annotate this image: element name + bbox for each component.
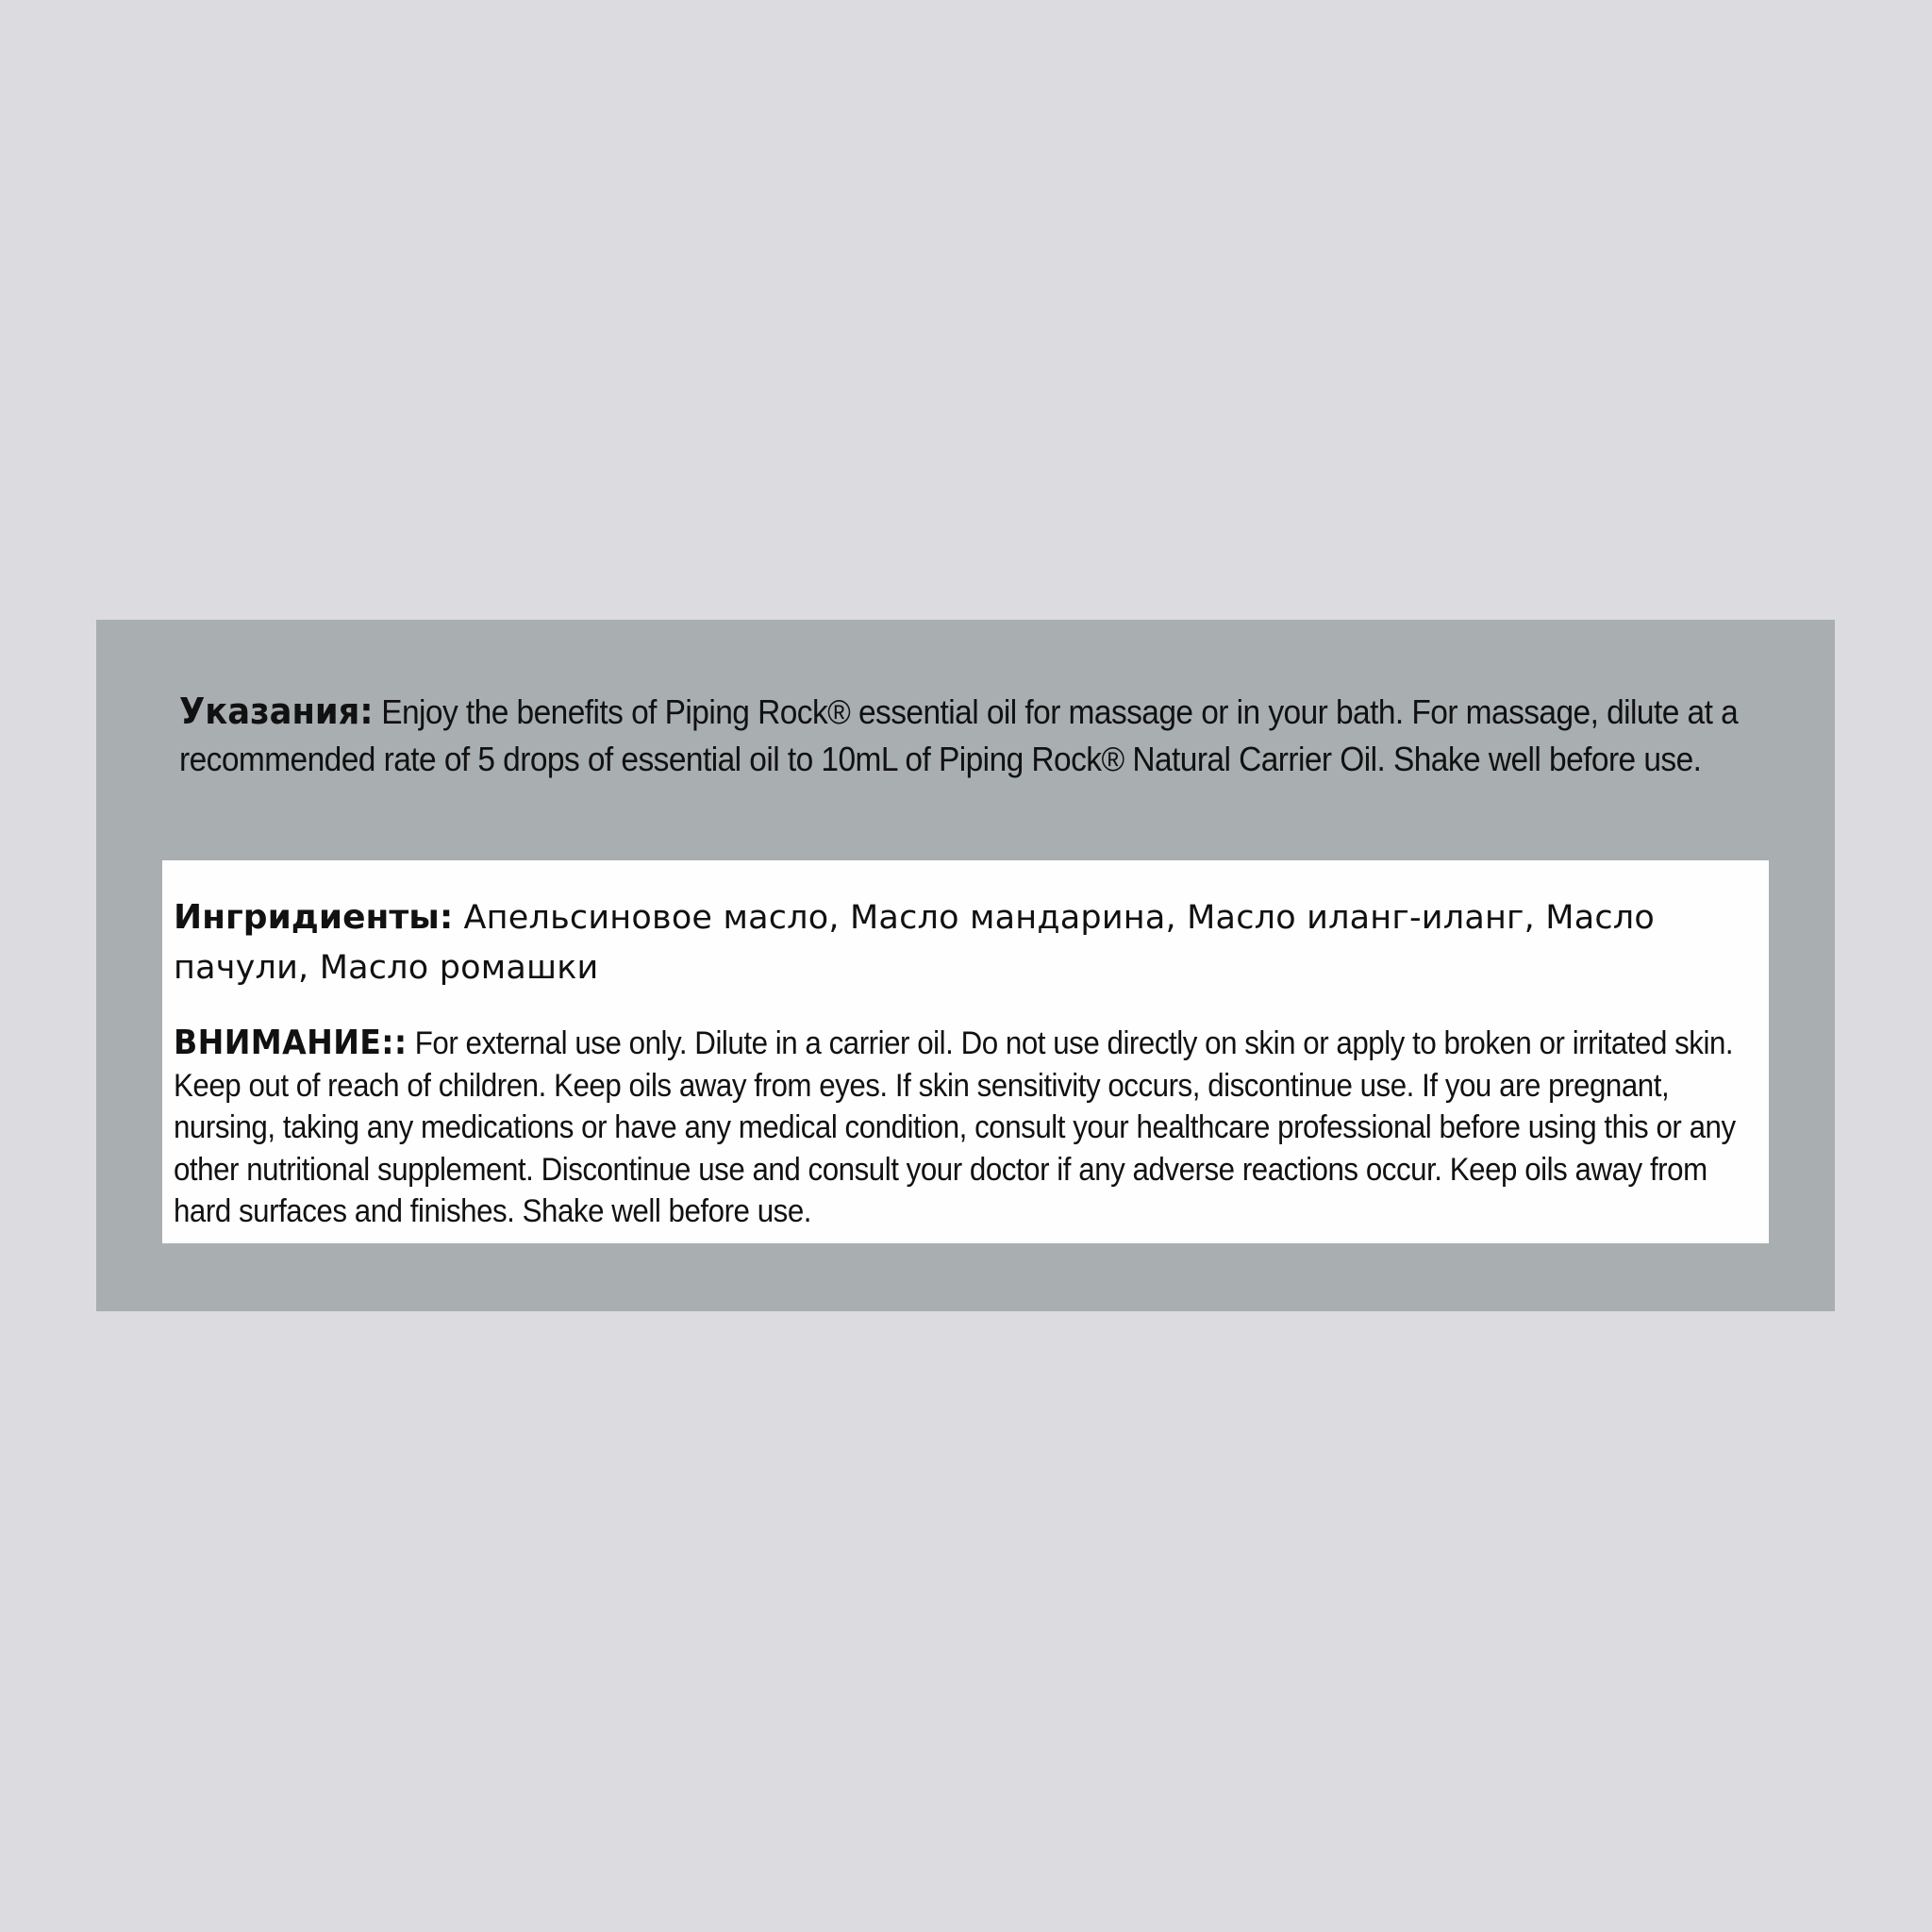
warning-text: For external use only. Dilute in a carrier oil. Do not use directly on skin or apply to broken or irritated skin. Keep out of reach of children. Keep oils away from eyes. If skin sensitivity occurs, discontinue use. If you are pregnant, nursing, taking any medications or have any medical condition, consult your healthcare professional before using this or any other nutritional supplement. Discontinue use and consult your doctor if any adverse reactions occur. Keep oils away from hard surfaces and finishes. Shake well before use. (174, 1025, 1736, 1229)
directions-paragraph (179, 688, 1767, 783)
ingredients-paragraph (174, 892, 1768, 993)
ingredients-warning-box (162, 860, 1769, 1243)
directions-text: Enjoy the benefits of Piping Rock® essential oil for massage or in your bath. For massage, dilute at a recommended rate of 5 drops of essential oil to 10mL of Piping Rock® Natural Carrier Oil. Shake well before use. (179, 692, 1739, 778)
product-label-panel (96, 620, 1835, 1311)
directions-heading: Указания: (179, 691, 374, 732)
ingredients-text: Апельсиновое масло, Масло мандарина, Масло иланг-иланг, Масло пачули, Масло ромашки (174, 899, 1655, 987)
ingredients-heading: Ингридиенты: (174, 898, 454, 937)
warning-paragraph (174, 1023, 1762, 1233)
warning-heading: ВНИМАНИЕ:: (174, 1024, 408, 1062)
